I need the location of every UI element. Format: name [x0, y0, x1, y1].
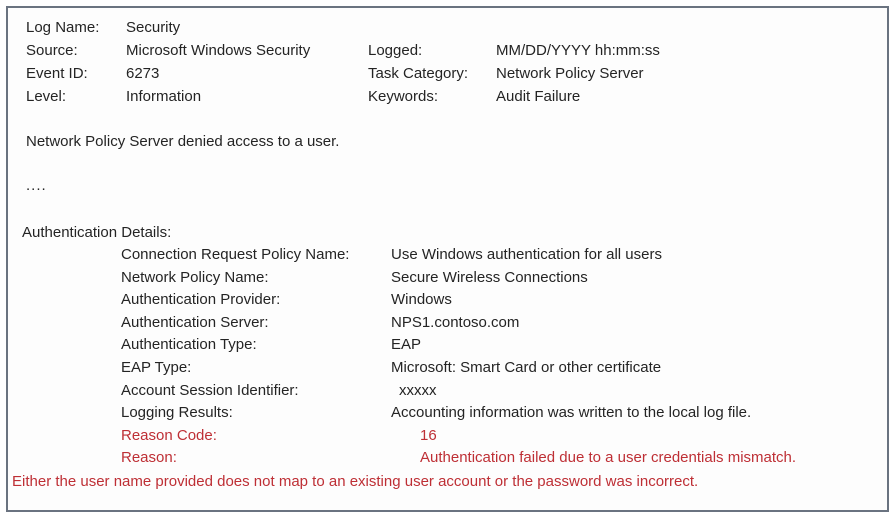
detail-label: Authentication Provider: [121, 291, 281, 309]
detail-value: Authentication failed due to a user credentials mismatch. [420, 449, 797, 467]
header-row [26, 16, 877, 39]
header-field-label: Task Category: [368, 65, 469, 82]
header-row [26, 62, 877, 85]
header-field-label: Keywords: [368, 88, 439, 105]
detail-value: xxxxx [399, 381, 437, 399]
authentication-details-list [18, 244, 877, 470]
detail-row [18, 289, 877, 312]
detail-label: Network Policy Name: [121, 268, 269, 286]
header-field-label [368, 16, 496, 39]
header-field-label: Source: [26, 42, 78, 59]
detail-row [18, 380, 877, 403]
event-header [18, 16, 877, 108]
detail-label: Authentication Server: [121, 313, 269, 331]
header-field-value: Network Policy Server [496, 65, 644, 82]
authentication-details-title: Authentication Details: [22, 224, 172, 241]
detail-value: Windows [391, 291, 452, 309]
header-field-value: Microsoft Windows Security [126, 42, 311, 59]
detail-label: EAP Type: [121, 358, 192, 376]
header-row [26, 39, 877, 62]
detail-label: Connection Request Policy Name: [121, 246, 350, 263]
detail-row [18, 357, 877, 380]
header-field-value [496, 16, 877, 39]
header-field-label: Level: [26, 88, 67, 105]
event-description: Network Policy Server denied access to a user. [26, 133, 340, 150]
header-field-value: MM/DD/YYYY hh:mm:ss [496, 42, 660, 59]
detail-row [18, 312, 877, 335]
detail-row [18, 244, 877, 267]
header-field-label: Event ID: [26, 65, 88, 82]
detail-label: Authentication Type: [121, 336, 257, 354]
detail-value: Microsoft: Smart Card or other certificate [391, 358, 662, 376]
truncation-ellipsis: .... [26, 177, 47, 194]
detail-row [18, 334, 877, 357]
detail-row [18, 267, 877, 290]
header-field-value: Audit Failure [496, 88, 581, 105]
detail-label: Logging Results: [121, 404, 233, 422]
detail-value: Use Windows authentication for all users [391, 246, 662, 263]
detail-row [18, 425, 877, 448]
failure-explanation-note: Either the user name provided does not map to an existing user account or the password was incorrect. [12, 472, 699, 490]
detail-row [18, 402, 877, 425]
event-log-panel [6, 6, 889, 512]
detail-value: Secure Wireless Connections [391, 268, 588, 286]
detail-label: Account Session Identifier: [121, 381, 299, 399]
detail-row [18, 447, 877, 470]
header-field-value: Security [126, 19, 181, 36]
header-field-label: Logged: [368, 42, 423, 59]
header-field-value: 6273 [126, 65, 160, 82]
detail-value: EAP [391, 336, 422, 354]
detail-value: 16 [420, 426, 437, 444]
detail-label: Reason: [121, 449, 177, 467]
header-field-value: Information [126, 88, 202, 105]
detail-value: NPS1.contoso.com [391, 313, 520, 331]
header-field-label: Log Name: [26, 19, 100, 36]
detail-label: Reason Code: [121, 426, 217, 444]
header-row [26, 85, 877, 108]
detail-value: Accounting information was written to the local log file. [391, 404, 752, 422]
